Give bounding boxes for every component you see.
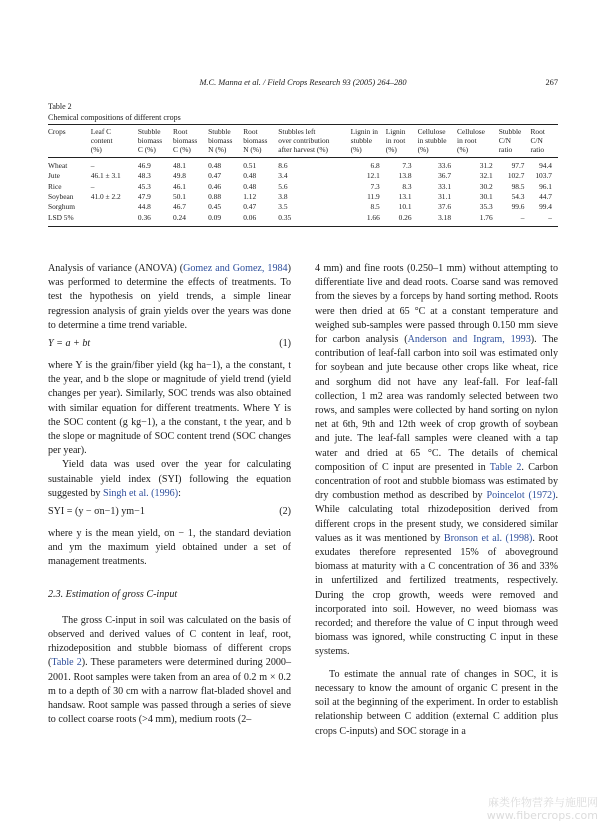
equation-2 bbox=[48, 505, 291, 523]
table-cell: 7.3 bbox=[370, 181, 380, 191]
table-row bbox=[48, 203, 558, 213]
table-cell bbox=[91, 203, 138, 213]
table-cell: 6.8 bbox=[370, 161, 380, 171]
table-cell: 46.9 bbox=[137, 161, 151, 171]
header-line: Cellulose bbox=[417, 127, 446, 136]
table-cell: 97.7 bbox=[511, 161, 525, 171]
table-cell: 30.2 bbox=[479, 181, 493, 191]
citation-link[interactable]: Gomez and Gomez, 1984 bbox=[183, 263, 288, 274]
header-line: C (%) bbox=[173, 144, 191, 154]
table-cell: 0.47 bbox=[208, 171, 222, 181]
header-line: Lignin in bbox=[350, 127, 378, 136]
header-line: Root bbox=[530, 127, 545, 136]
table-cell: – bbox=[90, 181, 95, 191]
equation-1-number: (1) bbox=[279, 338, 291, 350]
page-number: 267 bbox=[545, 78, 558, 87]
header-line: in stubble bbox=[417, 135, 447, 145]
crop-name-cell: Wheat bbox=[48, 161, 68, 171]
table-cell: 46.1 ± 3.1 bbox=[90, 171, 121, 181]
header-line: biomass bbox=[208, 135, 233, 145]
header-line: (%) bbox=[385, 144, 397, 154]
equation-1-formula: Y = a + bt bbox=[48, 338, 91, 350]
paragraph-gross-c-input bbox=[48, 614, 291, 728]
table-cell: 46.1 bbox=[173, 181, 186, 191]
paragraph-syi bbox=[48, 458, 291, 501]
table-cell: 3.4 bbox=[278, 171, 288, 181]
table-cell: 46.7 bbox=[173, 202, 186, 212]
crop-name-cell: LSD 5% bbox=[48, 212, 74, 222]
table-cell bbox=[91, 213, 138, 227]
header-line: C/N bbox=[498, 135, 512, 145]
table-cell: 13.8 bbox=[398, 171, 412, 181]
equation-2-formula: SYI = (y − σn−1) ym−1 bbox=[48, 506, 145, 518]
table-cell: 10.1 bbox=[398, 202, 412, 212]
table-row bbox=[48, 172, 558, 182]
table-row bbox=[48, 192, 558, 202]
header-line: Cellulose bbox=[457, 127, 485, 136]
table-cell: 99.6 bbox=[511, 202, 525, 212]
running-title: M.C. Manna et al. / Field Crops Research 93 (2005) 264–280 bbox=[199, 78, 407, 87]
table-row bbox=[48, 182, 558, 192]
header-line: biomass bbox=[137, 135, 163, 145]
header-line: Stubble bbox=[208, 127, 231, 136]
header-line: (%) bbox=[457, 144, 469, 154]
header-line: in root bbox=[385, 135, 406, 145]
header-line: content bbox=[90, 135, 113, 145]
table-cell: 0.48 bbox=[243, 171, 257, 181]
watermark bbox=[487, 796, 598, 822]
table-cell: 13.1 bbox=[398, 192, 412, 202]
header-line: ratio bbox=[530, 144, 545, 154]
header-line: C (%) bbox=[137, 144, 156, 154]
table-cell: 0.51 bbox=[243, 161, 257, 171]
table-cell: 0.48 bbox=[243, 181, 257, 191]
table-cell: 0.24 bbox=[173, 212, 186, 222]
table-cell: – bbox=[520, 212, 525, 222]
table-cell: 8.5 bbox=[370, 202, 380, 212]
table-cell: 44.8 bbox=[137, 202, 151, 212]
table-header-cell bbox=[351, 125, 386, 158]
paragraph-roots bbox=[315, 262, 558, 660]
table-cell: 8.3 bbox=[402, 181, 412, 191]
header-line: Stubble bbox=[498, 127, 522, 136]
table-cell: 12.1 bbox=[366, 171, 380, 181]
table-link[interactable]: Table 2 bbox=[489, 461, 522, 473]
text: ). The contribution of leaf-fall carbon into soil was estimated only for soybean and jute because other crops like wheat, rice and sorghum did not have any leaf-fall. For leaf-fall collection, 1 m2 area was randomly selected between two rows, and samples were collected by hand sorting on nylon net at 6th, 9th and 12th week of crop growth of soybean and jute. The leaf-fall samples were cleaned with a tap water and dried at 65 °C. The details of chemical composition of C input are presented in bbox=[315, 334, 559, 473]
header-line: Stubbles left bbox=[278, 127, 316, 136]
table-cell: 45.3 bbox=[137, 181, 151, 191]
equation-2-number: (2) bbox=[279, 506, 291, 518]
table-cell: 0.26 bbox=[398, 212, 412, 222]
table-cell: 0.47 bbox=[243, 202, 257, 212]
table-cell: 33.6 bbox=[438, 161, 452, 171]
table-label: Table 2 bbox=[48, 102, 72, 111]
table-cell: 49.8 bbox=[173, 171, 186, 181]
table-cell: 0.36 bbox=[137, 212, 151, 222]
table-cell: 48.1 bbox=[173, 161, 186, 171]
table-header-cell bbox=[531, 125, 559, 158]
table-cell: 32.1 bbox=[479, 171, 493, 181]
table-cell: 0.35 bbox=[278, 212, 292, 222]
header-line: N (%) bbox=[243, 144, 262, 154]
running-header bbox=[48, 78, 558, 92]
table-cell: 35.3 bbox=[479, 202, 493, 212]
right-column bbox=[315, 262, 558, 739]
header-line: (%) bbox=[350, 144, 362, 154]
table-cell: – bbox=[548, 212, 552, 222]
table-cell: 44.7 bbox=[539, 192, 552, 202]
table-cell: 3.8 bbox=[278, 192, 288, 202]
header-line: stubble bbox=[350, 135, 373, 145]
table-header-cell bbox=[208, 125, 243, 158]
header-line: Lignin bbox=[385, 127, 406, 136]
table-header-row bbox=[48, 125, 558, 158]
header-line: Root bbox=[173, 127, 188, 136]
watermark-line-1: 麻类作物营养与施肥网 bbox=[488, 796, 598, 809]
table-link[interactable]: Table 2 bbox=[51, 657, 82, 669]
table-header-cell bbox=[457, 125, 499, 158]
table-cell: 0.06 bbox=[243, 212, 257, 222]
section-heading: 2.3. Estimation of gross C-input bbox=[48, 588, 178, 600]
table-cell: 30.1 bbox=[479, 192, 493, 202]
table-cell: 1.12 bbox=[243, 192, 257, 202]
header-line: Root bbox=[243, 127, 258, 136]
table-header-cell bbox=[173, 125, 208, 158]
crop-name-cell: Jute bbox=[48, 171, 60, 181]
table-cell: 31.1 bbox=[438, 192, 452, 202]
header-line: N (%) bbox=[208, 144, 227, 154]
crop-name-cell: Soybean bbox=[48, 192, 74, 202]
paragraph-mean-yield: where y is the mean yield, σn − 1, the standard deviation and ym the maximum yield obtained under a set of management treatments. bbox=[48, 528, 291, 568]
table-cell: 103.7 bbox=[535, 171, 552, 181]
table-cell: 48.3 bbox=[137, 171, 151, 181]
citation-link[interactable]: Singh et al. (1996) bbox=[102, 487, 179, 499]
header-line: Stubble bbox=[137, 127, 161, 136]
left-column bbox=[48, 262, 291, 727]
table-header-cell bbox=[138, 125, 173, 158]
table-cell: 8.6 bbox=[278, 161, 288, 171]
table-row bbox=[48, 213, 558, 227]
table-cell: 5.6 bbox=[278, 181, 288, 191]
table-cell: 99.4 bbox=[539, 202, 552, 212]
table-body bbox=[48, 158, 558, 227]
table-header-cell bbox=[386, 125, 418, 158]
table-cell: – bbox=[90, 161, 95, 171]
table-cell: 96.1 bbox=[539, 181, 552, 191]
table-cell: 0.45 bbox=[208, 202, 222, 212]
watermark-line-2: www.fibercrops.com bbox=[486, 809, 598, 822]
crop-name-cell: Sorghum bbox=[48, 202, 75, 212]
header-line: Leaf C bbox=[90, 127, 112, 136]
table-cell: 1.66 bbox=[366, 212, 380, 222]
paragraph-soc-rate: To estimate the annual rate of changes in SOC, it is necessary to know the amount of organic C present in the soil at the beginning of the experiment. In order to establish relationship between C addition (external C addition plus crops C-inputs) and SOC storage in a bbox=[315, 668, 558, 737]
citation-link[interactable]: Bronson et al. (1998) bbox=[443, 532, 533, 544]
header-line: biomass bbox=[173, 135, 198, 145]
table-cell: 0.88 bbox=[208, 192, 222, 202]
table-header-cell bbox=[48, 125, 91, 158]
table-cell: 0.09 bbox=[208, 212, 222, 222]
table-cell: 1.76 bbox=[479, 212, 493, 222]
text: ). These parameters were determined during 2000–2001. Root samples were taken from an area of 0.2 m × 0.2 m to a depth of 30 cm with a narrow flat-bladed shovel and handsaw. Root sample was passed through a series of sieve to collect coarse roots (>4 mm), medium roots (2– bbox=[48, 657, 292, 726]
crop-name-cell: Rice bbox=[48, 181, 62, 191]
table-cell: 36.7 bbox=[438, 171, 452, 181]
table-cell: 0.48 bbox=[208, 161, 222, 171]
table-header-cell bbox=[278, 125, 350, 158]
header-line: in root bbox=[457, 135, 477, 145]
table-cell: 31.2 bbox=[479, 161, 493, 171]
header-line: C/N bbox=[530, 135, 543, 145]
header-line: ratio bbox=[498, 144, 513, 154]
table-cell: 41.0 ± 2.2 bbox=[90, 192, 121, 202]
text: ) was performed to determine the effects of treatments. To test the hypothesis on yield trends, a simple linear regression analysis of grain yields over the years was done to determine a time trend variable. bbox=[48, 263, 291, 331]
header-line: (%) bbox=[417, 144, 429, 154]
header-line: over contribution bbox=[278, 135, 330, 145]
citation-link[interactable]: Poincelot (1972) bbox=[486, 490, 556, 502]
composition-table bbox=[48, 124, 558, 227]
text: 4 mm) and fine roots (0.250–1 mm) without attempting to differentiate live and dead roots. Coarse sand was removed from the sieves by a forceps by hand sorting method. Roots were then dried at 65 °C at a constant temperature and weighed sub-samples were passed through 0.150 mm sieve for carbon analysis ( bbox=[315, 263, 558, 346]
table-header-cell bbox=[243, 125, 278, 158]
table-row bbox=[48, 158, 558, 172]
text: : bbox=[178, 487, 181, 499]
table-cell: 98.5 bbox=[511, 181, 525, 191]
citation-link[interactable]: Anderson and Ingram, 1993 bbox=[407, 334, 531, 346]
equation-1 bbox=[48, 337, 291, 355]
table-cell: 0.46 bbox=[208, 181, 222, 191]
text: Analysis of variance (ANOVA) ( bbox=[48, 263, 184, 274]
table-cell: 102.7 bbox=[507, 171, 525, 181]
table-title: Chemical compositions of different crops bbox=[48, 113, 181, 122]
table-header-cell bbox=[91, 125, 138, 158]
text: . While calculating total rhizodeposition derived from different crops in the present study, we considered similar values as it was mentioned by bbox=[315, 490, 559, 544]
text: . Root exudates therefore represented 15% of aboveground biomass at maturity with a C concentration of 36 and 33% in unfertilized and fertilized treatments, respectively. During the crop growth, weeds were removed and incorporated into soil. However, no weed biomass was recorded; and therefore the value of C input through weed biomass was ignored, while constructing C input in these systems. bbox=[315, 532, 559, 658]
table-header-cell bbox=[499, 125, 531, 158]
table-cell: 3.18 bbox=[438, 212, 452, 222]
table-cell: 47.9 bbox=[137, 192, 151, 202]
paragraph-anova bbox=[48, 262, 291, 333]
table-cell: 37.6 bbox=[438, 202, 452, 212]
paragraph-where-y: where Y is the grain/fiber yield (kg ha−1), a the constant, t the year, and b the slope or magnitude of yield trend (yield changes per year). Similarly, SOC trends was also obtained with similar equation for different treatments. Where Y is the SOC content (g kg−1), a the constant, t the year, and b the slope or magnitude of SOC content trend (SOC changes per year). bbox=[48, 360, 291, 457]
table-cell: 94.4 bbox=[539, 161, 552, 171]
header-line: Crops bbox=[48, 127, 66, 136]
table-cell: 11.9 bbox=[367, 192, 380, 202]
table-caption bbox=[48, 101, 181, 123]
table-cell: 54.3 bbox=[511, 192, 525, 202]
table-header-cell bbox=[418, 125, 457, 158]
table-cell: 7.3 bbox=[402, 161, 412, 171]
header-line: biomass bbox=[243, 135, 268, 145]
text: The gross C-input in soil was calculated on the basis of observed and derived values of C content in leaf, root, rhizodeposition and stubble biomass of different crops ( bbox=[48, 614, 291, 669]
header-line: (%) bbox=[90, 144, 102, 154]
table-cell: 3.5 bbox=[278, 202, 288, 212]
text: . Carbon concentration of root and stubble biomass was estimated by dry combustion method as described by bbox=[315, 461, 558, 502]
table-cell: 33.1 bbox=[438, 181, 452, 191]
table-cell: 50.1 bbox=[173, 192, 186, 202]
header-line: after harvest (%) bbox=[278, 144, 328, 154]
text: Yield data was used over the year for calculating sustainable yield index (SYI) following the equation suggested by bbox=[48, 459, 291, 499]
